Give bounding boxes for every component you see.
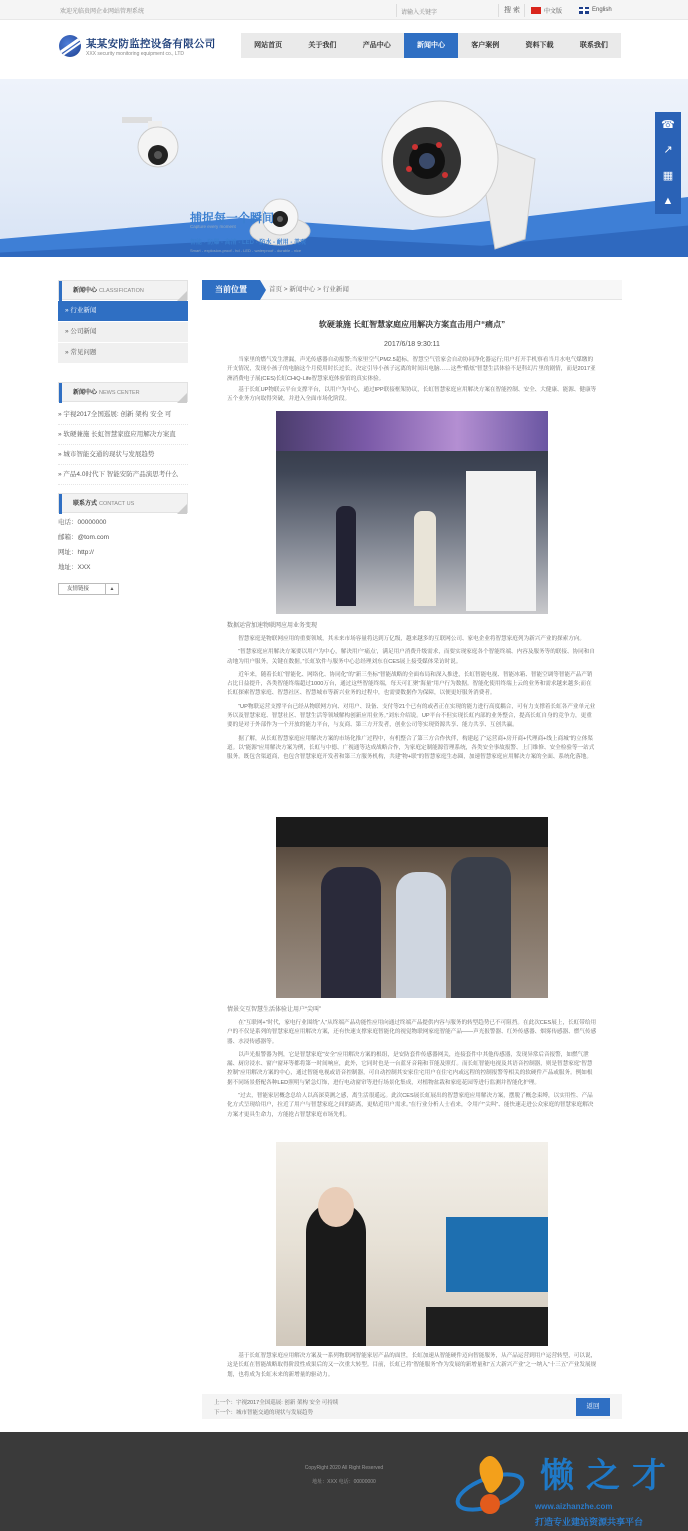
sidebar-news-head (58, 382, 188, 402)
banner-slogan-en: Capture every moment (190, 224, 236, 229)
article-paragraph: 基于长虹智慧家庭应用解决方案及一系列物联网智能家居产品的面世，长虹加速从智能硬件迈向智能服务，从产品运营到用户运营转型，可以说，这是长虹在智能战略取得阶段性成果后的又一次重大转型。目前，长虹已将“智能服务”作为发展的新增量和“五大新兴产业”之一纳入“十三五”产业发展规划，也将成为长虹未来的新增量的驱动力。 (227, 1353, 597, 1378)
sidebar-item-company-news[interactable]: » 公司新闻 (58, 322, 188, 342)
sidebar-head-en: NEWS CENTER (99, 390, 140, 396)
friend-links-label: 友情链接 (58, 583, 106, 595)
breadcrumb-title: 当前位置 (202, 280, 260, 300)
banner-features: 智能 - 防爆 - 高清 - LED - 防水 - 耐用 - 美观 (190, 240, 306, 246)
list-item[interactable]: » 软硬兼施 长虹智慧家庭应用解决方案直 (58, 425, 188, 445)
nav-about[interactable]: 关于我们 (308, 42, 337, 49)
list-item[interactable]: » 城市智能交通的现状与发展趋势 (58, 445, 188, 465)
customer-service-icon[interactable]: ☎ (661, 118, 675, 131)
sidebar-head-title: 新闻中心 (73, 390, 98, 396)
list-item[interactable]: » 宇视2017全国巡展: 创新 架构 安全 可 (58, 405, 188, 425)
main-nav (241, 33, 621, 58)
sidebar-item-label: 公司新闻 (70, 328, 97, 335)
banner-features-en: Smart - explosion-proof - hd - LED - waterproof - durable - nice (190, 248, 302, 253)
floating-toolbar (655, 112, 681, 214)
friend-links-select[interactable] (58, 583, 188, 595)
breadcrumb-path[interactable]: 首页 > 新闻中心 > 行业新闻 (269, 286, 349, 293)
news-link: 产品4.0时代下 智能安防产品演思考什么 (63, 471, 179, 478)
sidebar-item-industry-news[interactable]: » 行业新闻 (58, 301, 188, 321)
watermark-logo-icon (450, 1444, 530, 1530)
watermark (440, 1440, 688, 1531)
nav-news[interactable]: 新闻中心 (404, 33, 458, 58)
watermark-tagline: 打造专业建站资源共享平台 (535, 1517, 644, 1527)
article-paragraph: “过去，智能家居概念总给人以高深莫测之感，离生活很遥远。此次CES展长虹展出的智慧家庭应用解决方案，摆脱了概念束缚，以实用性、产品化方式呈现给用户，拉近了用户与智慧家庭之间的距离，更贴近用户需求。”在行业分析人士看来，令用户“尖叫”、能快速走进公众家庭的智慧家庭解决方案才更具生命力，方能抢占智慧家庭市场先机。 (227, 1093, 594, 1118)
watermark-brand: 懒之才 (540, 1457, 678, 1495)
contact-phone: 电话：00000000 (58, 519, 107, 526)
article-paragraph: 基于长虹UP物联云平台支撑平台，以用户为中心，通过IPP联接框架协议，长虹智慧家庭应用解决方案在智能控制、安全、大健康、能源、健康等五个业务方向取得突破，并进入全面市场化阶段。 (227, 386, 597, 403)
photo-caption-1: 数据运营加速物联网应用业务变现 (227, 623, 318, 629)
article-paragraph: 在“互联网+”时代，家电行业围绕“人”从终端产品功能性应用向通过终端产品提供内容与服务的转型趋势已不可阻挡。在此次CES展上，长虹带给用户的不仅是系列的智慧家庭应用解决方案，还有快速支撑家庭智能化的视觉物联网家庭智能产品——声光报警器、红外传感器、烟雾传感器、燃气传感器、水浸传感器等。 (227, 1020, 597, 1045)
back-button[interactable]: 返回 (576, 1398, 610, 1416)
lang-cn-label: 中文版 (544, 8, 563, 15)
nav-cases[interactable]: 客户案例 (471, 42, 500, 49)
list-item[interactable]: » 产品4.0时代下 智能安防产品演思考什么 (58, 465, 188, 485)
qrcode-icon[interactable]: ▦ (662, 169, 674, 182)
nav-home[interactable]: 网站首页 (254, 42, 283, 49)
article-paragraph: 据了解，从长虹智慧家庭应用解决方案的市场化推广过程中，有机整合了第三方合作伙伴，构建起了“运营商+房开商+代理商+线上商城”的立体渠道。以“能源”应用解决方案为例，长虹与中德、广视通等达成战略合作，为家庭定制能源管理系统，各类安全事故报警、上门维修、安全检验等一站式服务。既包含渠道商，也包含智慧家庭开发者和第三方服务机构，共建“物+联”的智慧家庭生态圈，加速智慧家庭应用解决方案的全面、系统化落地。 (227, 735, 595, 761)
nav-downloads[interactable]: 资料下载 (525, 42, 554, 49)
welcome-text: 欢迎光临贵网企业网站管理系统 (60, 9, 145, 15)
next-article-link[interactable]: 下一个：城市智能交通的现状与发展趋势 (214, 1410, 314, 1416)
sidebar-head-en: CONTACT US (99, 501, 135, 507)
top-bar (0, 0, 688, 20)
sidebar-head-title: 新闻中心 (73, 288, 98, 294)
news-link: 城市智能交通的现状与发展趋势 (63, 451, 155, 458)
lang-en-link[interactable] (579, 5, 612, 15)
sidebar-item-label: 常见问题 (70, 349, 97, 356)
lang-en-label: English (592, 7, 612, 13)
contact-website: 网址：http:// (58, 549, 94, 556)
chevron-up-icon: ▲ (106, 583, 119, 595)
sidebar-head-title: 联系方式 (73, 501, 98, 507)
prev-article-link[interactable]: 上一个：宇视2017全国巡展: 创新 架构 安全 可持续 (214, 1400, 339, 1406)
article-paragraph: 智慧家庭是物联网应用的重要领域，其未来市场容量将达到万亿级，越来越多的互联网公司、家电企业将智慧家庭列为新兴产业的探索方向。 (238, 636, 586, 642)
back-to-top-icon[interactable]: ▲ (662, 195, 674, 208)
article-date: 2017/6/18 9:30:11 (384, 341, 440, 348)
article-photo-3 (276, 1142, 548, 1346)
sidebar-contact-head (58, 493, 188, 513)
company-subtitle: XXX security monitoring equipment co., LTD (86, 51, 185, 57)
article-body-4 (202, 1350, 622, 1380)
nav-contact[interactable]: 联系我们 (579, 42, 608, 49)
article-body-3 (202, 1017, 622, 1120)
ptz-camera-image (120, 113, 190, 173)
china-flag-icon (531, 7, 541, 14)
article-paragraph: “UP物联运营支撑平台已经从物联网方向、对用户、设备、支付等21个已有的或者正在实现的能力进行高度耦合，可有力支撑着长虹各产业单元业务以及智慧家庭、智慧社区、智慧生活等领域解构创新应用业务。”刘东介绍说。UP平台不但实现长虹内部的业务整合，提高长虹自身的竞争力，更重要的是对于外部作为一个开放的能力平台，与友商、第三方开发者，创业公司等实现资源共享、能力共享、互创共赢。 (227, 703, 596, 729)
sidebar-category-head (58, 280, 188, 300)
company-name: 某某安防监控设备有限公司 (86, 38, 216, 50)
sidebar-item-label: 行业新闻 (70, 307, 97, 314)
nav-products[interactable]: 产品中心 (362, 42, 391, 49)
uk-flag-icon (579, 7, 589, 14)
search-button[interactable]: 搜 索 (500, 4, 525, 17)
article-paragraph: 近年来，随着长虹“智能化、网络化、协同化”的“新三坐标”智能战略的全面布局和深入推进，长虹智能电视、智能冰箱、智能空调等智能产品产销占比日益提升，各类智能终端超过1000万台，通过这些智能终端，每天可汇聚“海量”用户行为数据。智能化使用终端上云的业务和需求越来越多;而在长虹探索智慧家庭、智慧社区、智慧城市等新兴业务的过程中，也需要数据作为保障，以便更好服务消费者。 (227, 671, 593, 697)
prev-next-bar (202, 1394, 622, 1419)
contact-address: 地址：XXX (58, 564, 91, 571)
footer-copyright: CopyRight 2020 All Right Reserved (304, 1465, 384, 1471)
footer-address: 地址：XXX 电话：00000000 (312, 1479, 376, 1485)
article-title: 软硬兼施 长虹智慧家庭应用解决方案直击用户“痛点” (318, 320, 506, 329)
photo-caption-2: 情景交互智慧生活体验让用户“尖叫” (227, 1007, 321, 1013)
contact-email: 邮箱：@tom.com (58, 534, 110, 541)
watermark-url: www.aizhanzhe.com (535, 1502, 613, 1511)
banner-slogan: 捕捉每一个瞬间 (190, 211, 275, 225)
breadcrumb (202, 280, 622, 300)
article-paragraph: 当家里的燃气发生泄漏，声光传感器自动报警;当家里空气PM2.5超标，智慧空气管家会自动协同净化器运行;用户打开手机察看当月水电气煤缴的开支情况，发现小孩子的电脑这个月使用时长过长，决定引导小孩子远离的时间出电脑……这些“酷炫”智慧生活体验不是科幻片里的剧情，而是2017亚洲消费电子展(CES)长虹CHiQ-Life智慧家庭体验馆的真实体验。 (227, 357, 596, 382)
logo-icon[interactable] (59, 35, 81, 57)
sidebar-head-en: CLASSIFICATION (99, 288, 144, 294)
news-link: 软硬兼施 长虹智慧家庭应用解决方案直 (63, 431, 176, 438)
article-area (202, 280, 622, 404)
bullet-camera-image (375, 99, 545, 257)
share-icon[interactable]: ↗ (663, 144, 673, 157)
hero-banner (0, 79, 688, 257)
article-photo-2 (276, 817, 548, 998)
sidebar (58, 280, 188, 595)
sidebar-item-faq[interactable]: » 常见问题 (58, 343, 188, 363)
article-photo-1 (276, 411, 548, 614)
article-paragraph: “智慧家庭应用解决方案要以用户为中心，解决用户‘痛点’，满足用户消费升级需求，而要实现家庭各个智能终端、内容及服务等的联接、协同和自动地为用户服务，关键在数据。”长虹软件与服务中心总经理刘东在CES展上接受媒体采访时说。 (227, 649, 595, 665)
article-paragraph: 以声光报警器为例，它是智慧家庭“安全”应用解决方案的根组，是安防套件传感器网关，连接套件中其他传感器，发现异常后音报警，如燃气泄漏、厨房浸水、窗户窗环等都将第一时间响应，此外，它同时也是一台蓝牙音箱和节能及照灯。而长虹智能电视及其语音控制器，则是智慧家庭“智慧控制”应用解决方案的中心，通过智能电视或语音控制器，可自动控制其安家住宅用户在住宅内或远程的控制报警等相关的软硬件产品或服务。例如根据不同场景搭配各种LED照明与紧急灯饰，进行电动窗帘等进行场景化集成，对植物盆栽和家庭花园等进行监测并智能化护理。 (227, 1051, 593, 1086)
article-body-2 (202, 633, 622, 763)
news-link: 宇视2017全国巡展: 创新 架构 安全 可 (63, 411, 172, 418)
lang-cn-link[interactable] (531, 5, 562, 15)
search-input[interactable]: 请输入关键字 (396, 4, 499, 17)
